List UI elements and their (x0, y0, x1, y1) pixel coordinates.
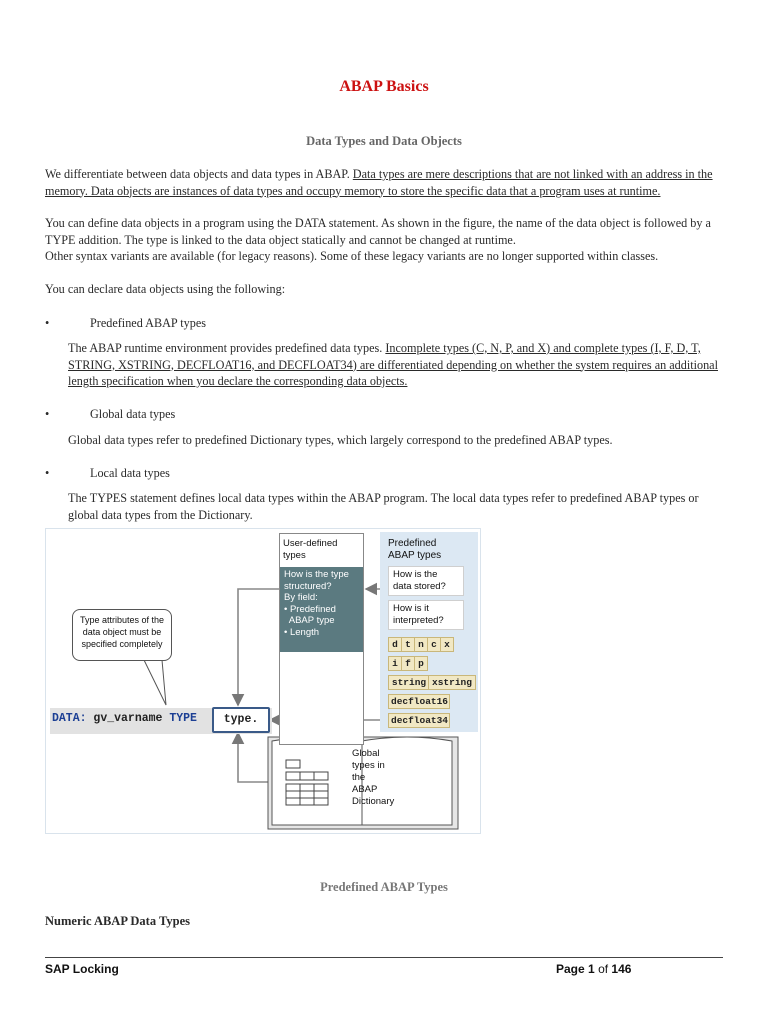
type-code: string (388, 675, 430, 690)
code-variable: gv_varname (93, 712, 163, 725)
question-line: interpreted? (393, 615, 444, 626)
types-diagram (45, 528, 481, 834)
user-defined-types-box (279, 533, 364, 745)
page-total: 146 (611, 962, 632, 976)
type-code: xstring (428, 675, 476, 690)
bullet-predefined-body (68, 340, 728, 390)
predefined-title (388, 538, 441, 562)
page-title: ABAP Basics (339, 78, 429, 95)
intro-paragraph-2: You can define data objects in a program using the DATA statement. As shown in the figure, the name of the data object is followed by a TYPE addition. The type is linked to the data object statically and cannot be changed at runtime. (45, 216, 711, 247)
callout-pointer (144, 660, 166, 705)
udt-title (283, 538, 337, 561)
page-num: 1 (588, 962, 595, 976)
question-interpreted (388, 600, 464, 630)
predefined-title-line: ABAP types (388, 550, 442, 561)
type-box: type. (212, 707, 270, 733)
global-line: the (352, 772, 366, 783)
code-keyword-data: DATA: (52, 712, 87, 725)
intro-paragraph-1 (45, 166, 725, 199)
section-predefined-types: Predefined ABAP Types (320, 880, 448, 894)
intro-paragraph-4: You can declare data objects using the following: (45, 282, 286, 296)
bullet-local-body: The TYPES statement defines local data types within the ABAP program. The local data types refer to predefined ABAP types or global data types from the Dictionary. (68, 491, 699, 522)
type-code: p (414, 656, 428, 671)
type-code: i (388, 656, 402, 671)
type-code: decfloat34 (388, 713, 450, 728)
callout-line: Type attributes of the (79, 615, 165, 625)
predefined-panel (380, 532, 478, 732)
udt-line: By field: (284, 592, 318, 603)
udt-structure-box (280, 567, 363, 652)
type-code: t (401, 637, 415, 652)
page-label: Page (556, 962, 585, 976)
question-line: How is it (393, 603, 429, 614)
code-keyword-type: TYPE (169, 712, 197, 725)
type-code: c (427, 637, 441, 652)
intro-text-underlined: Data types are mere descriptions that are not linked with an address in the memory. Data objects are instances of data types and occupy memory to store the specific data that a program uses at runtime. (45, 167, 713, 198)
question-line: data stored? (393, 581, 446, 592)
intro-paragraph-3: Other syntax variants are available (for legacy reasons). Some of these legacy variants are no longer supported within classes. (45, 249, 659, 263)
type-code: f (401, 656, 415, 671)
udt-line: • Length (284, 626, 320, 638)
footer-divider (45, 957, 723, 958)
udt-line: How is the type (284, 569, 349, 580)
question-line: How is the (393, 569, 438, 580)
type-code: decfloat16 (388, 694, 450, 709)
bullet-body-plain: The ABAP runtime environment provides predefined data types. (68, 341, 386, 355)
callout-line: data object must be (82, 627, 162, 637)
type-attributes-callout (72, 609, 172, 661)
global-line: Dictionary (352, 796, 395, 807)
udt-line: structured? (284, 580, 332, 592)
bullet-label: Predefined ABAP types (90, 316, 206, 330)
global-line: types in (352, 760, 385, 771)
udt-title-line: User-defined (283, 538, 338, 549)
bullet-dot: • (45, 466, 50, 480)
type-code: d (388, 637, 402, 652)
udt-line: • Predefined (284, 603, 336, 615)
global-types-label (352, 748, 394, 808)
udt-title-line: types (283, 549, 306, 561)
of-label: of (598, 962, 609, 976)
arrow-udt-to-type (238, 589, 279, 705)
bullet-dot: • (45, 316, 50, 330)
bullet-label: Global data types (90, 407, 176, 421)
data-statement (52, 712, 197, 725)
global-line: ABAP (352, 784, 378, 795)
bullet-label: Local data types (90, 466, 170, 480)
question-stored (388, 566, 464, 596)
callout-line: specified completely (81, 639, 163, 649)
intro-text-plain: We differentiate between data objects and data types in ABAP. (45, 167, 353, 181)
type-code: n (414, 637, 428, 652)
bullet-dot: • (45, 407, 50, 421)
bullet-global-body: Global data types refer to predefined Dictionary types, which largely correspond to the predefined ABAP types. (68, 433, 613, 447)
bullet-body-underlined: Incomplete types (C, N, P, and X) and complete types (I, F, D, T, STRING, XSTRING, DECFLOAT16, and DECFLOAT34) are differentiated depending on whether the system requires an additional length specification when you declare the corresponding data objects. (68, 341, 718, 388)
type-code: x (440, 637, 454, 652)
footer-title: SAP Locking (45, 962, 119, 976)
footer-page-number (556, 962, 631, 976)
udt-line: ABAP type (284, 615, 335, 626)
section-numeric-types: Numeric ABAP Data Types (45, 914, 191, 928)
page-subtitle: Data Types and Data Objects (306, 134, 462, 148)
global-line: Global (352, 748, 380, 759)
arrow-global-to-type (238, 733, 268, 782)
predefined-title-line: Predefined (388, 538, 437, 549)
